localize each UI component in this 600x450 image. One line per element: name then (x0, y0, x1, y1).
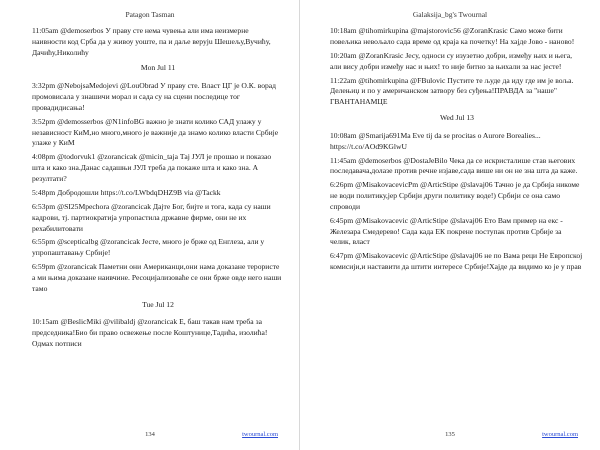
tweet-entry: 6:26pm @MisakovacevicPm @ArticStipe @slavaj06 Тачно је да Србија никоме не води политику,јер Србији други политику воде!) Србији се она само спроводи (330, 180, 580, 211)
day-heading: Mon Jul 11 (140, 63, 176, 73)
page-number: 135 (445, 431, 455, 438)
running-head-left: Patagon Tasman (125, 10, 175, 19)
running-head-right: Galaksija_bg's Twournal (412, 10, 488, 19)
page-number: 134 (145, 431, 155, 438)
tweet-entry: 6:45pm @Misakovacevic @ArticStipe @slavaj06 Ето Вам пример на екс - Железара Смедерево! Сада када ЕК покрене поступак против Србије за челик, власт (330, 215, 563, 247)
tweet-entry: 11:05am @demoserbos У праву сте нема чувења али има неизмерне наивности код Срба да у живоу уоште, па и даље веруju Шешељу,Вучићу, Дачићу,Николићу (32, 26, 271, 57)
day-heading: Wed Jul 13 (440, 112, 474, 122)
tweet-entry: 4:08pm @todorvuk1 @zorancicak @micin_taja Тај ЈУЛ је прошао и показао шта и како зна.Данас садашњи ЈУЛ треба да покаже шта и како зна. А резултати? (32, 152, 272, 183)
tweet-entry: 10:08am @Smarija691Ma Eve tij da se procitas o Aurore Borealies... https://t.co/AOd9KGlwU (330, 130, 541, 151)
right-page-content (330, 26, 584, 276)
tweet-entry: 6:59pm @zorancicak Паметни они Американци,они нама доказане терористе а ми њима доказане наивчине. Ресоцијализоваће се они брже овде него наши тамо (32, 262, 282, 293)
tweet-entry: 6:47pm @Misakovacevic @ArticStipe @slavaj06 не по Вама реци Не Европској комисији,и наставити да штити интересе Србије!Хајде да видимо ко је у прав (330, 251, 583, 272)
tweet-entry: 3:52pm @demosserbos @N1infoBG важно је знати колико САД улажу у независност КиМ,но много,много је важније да знамо колико власти Србије улаже у КиМ (32, 116, 279, 148)
tweet-entry: 6:53pm @SI25Mpechora @zorancicak Дајте Бог, бијте и тога, када су наши кадрови, тј. партиократија упропастила државне фирме, они не их рехабилитовати (32, 201, 271, 233)
right-page (300, 0, 600, 450)
tweet-entry: 10:15am @BeslicMiki @vilibaldj @zorancicak Е, баш такав нам треба за председника!Био би право освежење после Коштунице,Тадића, изолића!Одмах потписи (32, 317, 268, 349)
tweet-entry: 11:22am @tihomirkupina @FBulovic Пустите те људе да иду где им је воља. Делењиџ и по у америчанском затвору без суђења!ПРАВДА за "наше" ГВАНТАНАМЦЕ (330, 75, 574, 107)
site-link[interactable]: twournal.com (542, 431, 578, 438)
left-page-content (32, 26, 284, 353)
day-heading: Tue Jul 12 (142, 299, 174, 309)
tweet-entry: 5:48pm Добродошли https://t.co/LWbdqDHZ9B via @Tackk (32, 187, 221, 197)
tweet-entry: 6:55pm @scepticalbg @zorancicak Јесте, много је брже од Енглеза, али у упропаштавању Србије! (32, 237, 265, 258)
site-link[interactable]: twournal.com (242, 431, 278, 438)
tweet-entry: 11:45am @demoserbos @DostaJeBilo Чека да се искристалише став његових последавача,долазе против речне изјаве,сада више ни он не зна шта да каже. (330, 155, 578, 176)
tweet-entry: 10:20am @ZoranKrasic Јесу, односи су изузетно добри, између њих и њега, али вису добри између нас и њих! то није битно за њихали за нас јесте! (330, 50, 573, 71)
tweet-entry: 10:18am @tihomirkupina @majstorovic56 @ZoranKrasic Само може бити повељика невољало сада време од краја ка почетку! На хајде Јово - наново! (330, 26, 575, 46)
tweet-entry: 3:32pm @NebojsaMedojevi @LouObrad У праву сте. Власт ЦГ је О.К. ворад промовисала у знашичи морал и сада су на сцени последице тог провадидисања! (32, 81, 277, 112)
